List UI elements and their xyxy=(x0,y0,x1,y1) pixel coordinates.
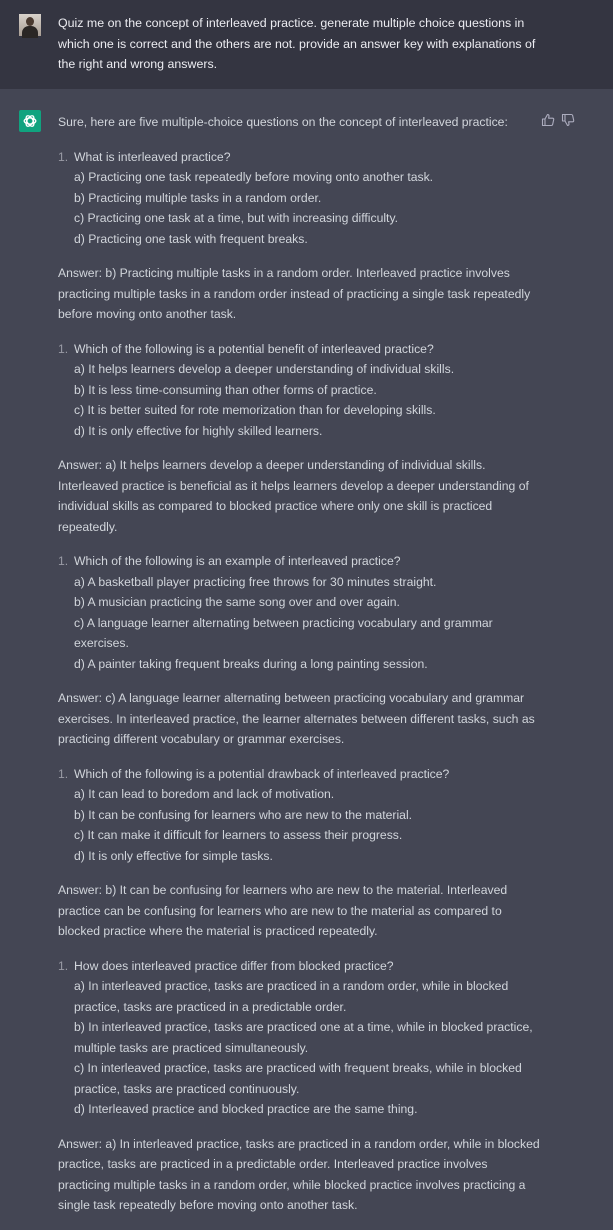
answer-explanation: Answer: b) Practicing multiple tasks in a random order. Interleaved practice involves practicing multiple tasks in a random order instead of practicing a single task repeatedly before moving onto another task. xyxy=(58,266,531,321)
question-option: d) Practicing one task with frequent breaks. xyxy=(74,231,308,246)
assistant-response xyxy=(58,112,543,1230)
question-number: 1. xyxy=(58,766,69,781)
question-line xyxy=(58,551,543,572)
question-option: d) A painter taking frequent breaks during a long painting session. xyxy=(74,656,428,671)
question-option: b) It is less time-consuming than other forms of practice. xyxy=(74,382,377,397)
question-option: a) It can lead to boredom and lack of motivation. xyxy=(74,787,335,801)
question-block xyxy=(58,339,543,442)
question-line xyxy=(58,764,543,785)
question-option: c) It is better suited for rote memorization than for developing skills. xyxy=(74,403,436,417)
answer-explanation: Answer: c) A language learner alternating between practicing vocabulary and grammar exercises. In interleaved practice, the learner alternates between different tasks, such as practicing different vocabulary or grammar exercises. xyxy=(58,691,535,746)
question-block xyxy=(58,147,543,250)
user-avatar xyxy=(19,14,41,36)
question-block xyxy=(58,764,543,867)
question-option: c) Practicing one task at a time, but with increasing difficulty. xyxy=(74,211,399,225)
question-number: 1. xyxy=(58,958,69,973)
question-text: How does interleaved practice differ from blocked practice? xyxy=(74,958,394,973)
openai-logo-icon xyxy=(19,110,41,132)
question-number: 1. xyxy=(58,554,69,568)
question-line xyxy=(58,956,543,977)
question-option: a) It helps learners develop a deeper understanding of individual skills. xyxy=(74,362,455,376)
thumbs-down-icon[interactable] xyxy=(561,113,575,127)
question-text: Which of the following is an example of interleaved practice? xyxy=(74,554,401,568)
question-block xyxy=(58,551,543,674)
question-number: 1. xyxy=(58,341,69,356)
question-option: c) It can make it difficult for learners to assess their progress. xyxy=(74,828,403,842)
question-option: b) A musician practicing the same song over and over again. xyxy=(74,595,400,609)
question-option: b) Practicing multiple tasks in a random order. xyxy=(74,190,322,205)
response-intro: Sure, here are five multiple-choice questions on the concept of interleaved practice: xyxy=(58,115,508,129)
thumbs-up-icon[interactable] xyxy=(541,113,555,127)
question-line xyxy=(58,339,543,360)
answer-explanation: Answer: a) In interleaved practice, tasks are practiced in a random order, while in blocked practice, tasks are practiced in a predictable order. Interleaved practice involves practicing multiple tasks in a random order, while blocked practice involves practicing a single task repeatedly before moving onto another task. xyxy=(58,1136,540,1212)
question-text: What is interleaved practice? xyxy=(74,149,231,164)
user-message-text: Quiz me on the concept of interleaved practice. generate multiple choice questions in which one is correct and the others are not. provide an answer key with explanations of the right and wrong answers. xyxy=(58,16,536,71)
question-option: c) In interleaved practice, tasks are practiced with frequent breaks, while in blocked practice, tasks are practiced continuously. xyxy=(74,1061,522,1096)
question-option: b) In interleaved practice, tasks are practiced one at a time, while in blocked practice, multiple tasks are practiced simultaneously. xyxy=(74,1020,533,1055)
question-number: 1. xyxy=(58,149,69,164)
user-message xyxy=(0,0,613,89)
question-text: Which of the following is a potential benefit of interleaved practice? xyxy=(74,341,434,356)
question-option: b) It can be confusing for learners who are new to the material. xyxy=(74,807,413,822)
question-option: d) It is only effective for simple tasks. xyxy=(74,848,273,863)
question-text: Which of the following is a potential drawback of interleaved practice? xyxy=(74,766,450,781)
question-block xyxy=(58,956,543,1120)
answer-explanation: Answer: b) It can be confusing for learners who are new to the material. Interleaved practice can be confusing for learners who are new to the material as compared to blocked practice where the material is practiced repeatedly. xyxy=(58,883,508,938)
question-option: d) Interleaved practice and blocked practice are the same thing. xyxy=(74,1102,418,1116)
question-option: a) A basketball player practicing free throws for 30 minutes straight. xyxy=(74,574,437,589)
assistant-message xyxy=(0,89,613,1212)
question-line xyxy=(58,147,543,168)
question-option: c) A language learner alternating between practicing vocabulary and grammar exercises. xyxy=(74,615,493,650)
question-option: d) It is only effective for highly skilled learners. xyxy=(74,423,323,438)
question-option: a) In interleaved practice, tasks are practiced in a random order, while in blocked practice, tasks are practiced in a predictable order. xyxy=(74,979,509,1014)
answer-explanation: Answer: a) It helps learners develop a deeper understanding of individual skills. Interleaved practice is beneficial as it helps learners develop a deeper understanding of individual skills as compared to blocked practice where only one skill is practiced repeatedly. xyxy=(58,458,529,534)
question-option: a) Practicing one task repeatedly before moving onto another task. xyxy=(74,170,434,184)
